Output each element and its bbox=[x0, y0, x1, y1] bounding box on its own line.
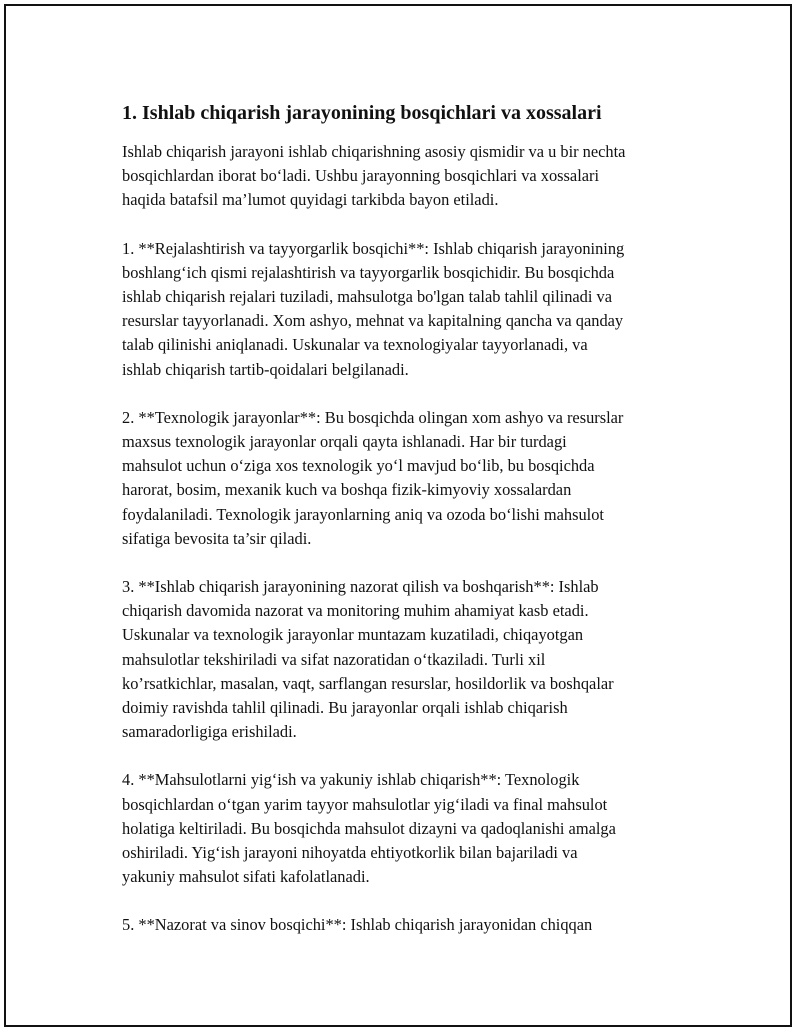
section-heading: 1. Ishlab chiqarish jarayonining bosqichlari va xossalari bbox=[122, 102, 602, 124]
text-line: 4. **Mahsulotlarni yig‘ish va yakuniy ishlab chiqarish**: Texnologik bbox=[122, 770, 580, 790]
text-line: Ishlab chiqarish jarayoni ishlab chiqarishning asosiy qismidir va u bir nechta bbox=[122, 142, 626, 161]
text-line: 3. **Ishlab chiqarish jarayonining nazorat qilish va boshqarish**: Ishlab bbox=[122, 577, 599, 597]
text-line: bosqichlardan o‘tgan yarim tayyor mahsulotlar yig‘iladi va final mahsulot bbox=[122, 794, 608, 814]
document-body bbox=[122, 99, 702, 962]
text-line: chiqarish davomida nazorat va monitoring muhim ahamiyat kasb etadi. bbox=[122, 601, 589, 621]
text-line: 5. **Nazorat va sinov bosqichi**: Ishlab chiqarish jarayonidan chiqqan bbox=[122, 915, 593, 935]
text-line: samaradorligiga erishiladi. bbox=[122, 722, 297, 742]
paragraph-step-5 bbox=[122, 913, 702, 937]
text-line: 1. **Rejalashtirish va tayyorgarlik bosqichi**: Ishlab chiqarish jarayonining bbox=[122, 238, 625, 258]
text-line: doimiy ravishda tahlil qilinadi. Bu jarayonlar orqali ishlab chiqarish bbox=[122, 698, 568, 718]
text-line: boshlang‘ich qismi rejalashtirish va tayyorgarlik bosqichidir. Bu bosqichda bbox=[122, 262, 615, 282]
text-line: harorat, bosim, mexanik kuch va boshqa fizik-kimyoviy xossalardan bbox=[122, 480, 572, 500]
page-frame bbox=[4, 4, 792, 1027]
text-line: foydalaniladi. Texnologik jarayonlarning aniq va ozoda bo‘lishi mahsulot bbox=[122, 504, 604, 524]
text-line: oshiriladi. Yig‘ish jarayoni nihoyatda ehtiyotkorlik bilan bajariladi va bbox=[122, 843, 578, 863]
text-line: yakuniy mahsulot sifati kafolatlanadi. bbox=[122, 867, 370, 887]
text-line: haqida batafsil ma’lumot quyidagi tarkibda bayon etiladi. bbox=[122, 190, 499, 210]
paragraph-step-1 bbox=[122, 237, 702, 382]
text-line: bosqichlardan iborat bo‘ladi. Ushbu jarayonning bosqichlari va xossalari bbox=[122, 166, 600, 186]
text-line: Uskunalar va texnologik jarayonlar muntazam kuzatiladi, chiqayotgan bbox=[122, 625, 584, 645]
paragraph-intro bbox=[122, 140, 702, 213]
paragraph-step-2 bbox=[122, 406, 702, 551]
text-line: mahsulotlar tekshiriladi va sifat nazoratidan o‘tkaziladi. Turli xil bbox=[122, 649, 546, 669]
text-line: resurslar tayyorlanadi. Xom ashyo, mehnat va kapitalning qancha va qanday bbox=[122, 311, 624, 331]
text-line: ishlab chiqarish rejalari tuziladi, mahsulotga bo'lgan talab tahlil qilinadi va bbox=[122, 287, 612, 307]
text-line: sifatiga bevosita ta’sir qiladi. bbox=[122, 528, 312, 548]
text-line: ko’rsatkichlar, masalan, vaqt, sarflangan resurslar, hosildorlik va boshqalar bbox=[122, 673, 614, 693]
text-line: maxsus texnologik jarayonlar orqali qayta ishlanadi. Har bir turdagi bbox=[122, 432, 567, 452]
text-line: ishlab chiqarish tartib-qoidalari belgilanadi. bbox=[122, 359, 409, 379]
paragraph-step-3 bbox=[122, 575, 702, 744]
paragraph-step-4 bbox=[122, 768, 702, 889]
text-line: mahsulot uchun o‘ziga xos texnologik yo‘l mavjud bo‘lib, bu bosqichda bbox=[122, 456, 595, 476]
text-line: holatiga keltiriladi. Bu bosqichda mahsulot dizayni va qadoqlanishi amalga bbox=[122, 818, 616, 838]
text-line: 2. **Texnologik jarayonlar**: Bu bosqichda olingan xom ashyo va resurslar bbox=[122, 407, 624, 427]
text-line: talab qilinishi aniqlanadi. Uskunalar va texnologiyalar tayyorlanadi, va bbox=[122, 335, 588, 355]
